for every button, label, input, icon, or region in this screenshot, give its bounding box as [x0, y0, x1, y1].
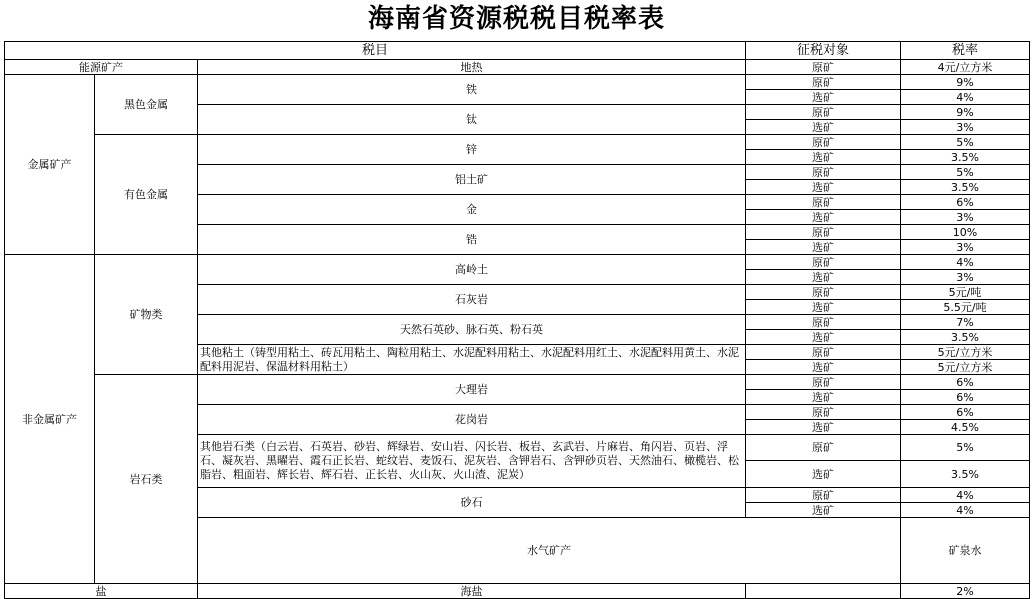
subcategory-cell: 有色金属: [95, 135, 198, 255]
item-name: 花岗岩: [198, 405, 746, 435]
object-cell: 原矿: [746, 75, 901, 90]
object-cell: 原矿: [746, 285, 901, 300]
object-cell: 选矿: [746, 180, 901, 195]
rate-cell: 3%: [901, 240, 1030, 255]
rate-cell: 3.5%: [901, 180, 1030, 195]
item-name: 其他粘土（铸型用粘土、砖瓦用粘土、陶粒用粘土、水泥配料用粘土、水泥配料用红土、水泥配料用黄土、水泥配料用泥岩、保温材料用粘土）: [198, 345, 746, 375]
item-name: 其他岩石类（白云岩、石英岩、砂岩、辉绿岩、安山岩、闪长岩、板岩、玄武岩、片麻岩、角闪岩、页岩、浮石、凝灰岩、黑曜岩、霞石正长岩、蛇纹岩、麦饭石、泥灰岩、含钾岩石、含钾砂页岩、天然油石、橄榄岩、松脂岩、粗面岩、辉长岩、辉石岩、正长岩、火山灰、火山渣、泥炭）: [198, 435, 746, 488]
rate-cell: 5%: [901, 435, 1030, 461]
rate-cell: 3.5%: [901, 330, 1030, 345]
category-cell: 能源矿产: [5, 60, 198, 75]
rate-cell: 7%: [901, 315, 1030, 330]
rate-cell: 2%: [901, 584, 1030, 599]
item-name: 大理岩: [198, 375, 746, 405]
item-name: 铁: [198, 75, 746, 105]
object-cell: 选矿: [746, 120, 901, 135]
rate-cell: 3.5%: [901, 461, 1030, 488]
rate-cell: 5元/立方米: [901, 345, 1030, 360]
rate-cell: 6%: [901, 390, 1030, 405]
table-row: [5, 60, 1030, 75]
item-name: 钛: [198, 105, 746, 135]
object-cell: 原矿: [746, 60, 901, 75]
table-row: [5, 375, 1030, 390]
object-cell: 原矿: [746, 405, 901, 420]
object-cell: 选矿: [746, 360, 901, 375]
object-cell: 选矿: [746, 461, 901, 488]
header-rate: 税率: [901, 42, 1030, 60]
object-cell: 选矿: [746, 420, 901, 435]
rate-cell: 3%: [901, 210, 1030, 225]
rate-cell: 6%: [901, 195, 1030, 210]
object-cell: 选矿: [746, 150, 901, 165]
item-name: 地热: [198, 60, 746, 75]
rate-cell: 5%: [901, 165, 1030, 180]
item-name: 金: [198, 195, 746, 225]
category-cell: 金属矿产: [5, 75, 95, 255]
category-cell: 非金属矿产: [5, 255, 95, 584]
item-name: 石灰岩: [198, 285, 746, 315]
rate-cell: 4%: [901, 503, 1030, 518]
rate-cell: 4元/立方米: [901, 60, 1030, 75]
table-row: [5, 135, 1030, 150]
item-name: 砂石: [198, 488, 746, 518]
rate-cell: 4%: [901, 90, 1030, 105]
rate-cell: 4%: [901, 255, 1030, 270]
item-name: 天然石英砂、脉石英、粉石英: [198, 315, 746, 345]
item-name: 矿泉水: [901, 518, 1030, 584]
item-name: 海盐: [198, 584, 746, 599]
header-row: [5, 42, 1030, 60]
item-name: 锆: [198, 225, 746, 255]
item-name: 高岭土: [198, 255, 746, 285]
object-cell: 选矿: [746, 330, 901, 345]
object-cell: 原矿: [746, 165, 901, 180]
rate-cell: 10%: [901, 225, 1030, 240]
item-name: 铝土矿: [198, 165, 746, 195]
object-cell: 选矿: [746, 210, 901, 225]
rate-cell: 5%: [901, 135, 1030, 150]
object-cell: [746, 584, 901, 599]
table-row: [5, 255, 1030, 270]
category-cell: 水气矿产: [198, 518, 901, 584]
object-cell: 原矿: [746, 225, 901, 240]
object-cell: 原矿: [746, 435, 901, 461]
rate-cell: 3.5%: [901, 150, 1030, 165]
item-name: 锌: [198, 135, 746, 165]
object-cell: 原矿: [746, 255, 901, 270]
rate-cell: 9%: [901, 105, 1030, 120]
subcategory-cell: 黑色金属: [95, 75, 198, 135]
object-cell: 原矿: [746, 105, 901, 120]
object-cell: 选矿: [746, 390, 901, 405]
object-cell: 原矿: [746, 195, 901, 210]
rate-cell: 4%: [901, 488, 1030, 503]
subcategory-cell: 矿物类: [95, 255, 198, 375]
rate-cell: 5元/立方米: [901, 360, 1030, 375]
object-cell: 选矿: [746, 270, 901, 285]
table-row: [5, 75, 1030, 90]
rate-cell: 4.5%: [901, 420, 1030, 435]
subcategory-cell: 岩石类: [95, 375, 198, 584]
rate-cell: 9%: [901, 75, 1030, 90]
object-cell: 原矿: [746, 488, 901, 503]
rate-cell: 5.5元/吨: [901, 300, 1030, 315]
rate-cell: 3%: [901, 270, 1030, 285]
page-title: 海南省资源税税目税率表: [367, 4, 665, 34]
object-cell: 选矿: [746, 90, 901, 105]
rate-cell: 3%: [901, 120, 1030, 135]
rate-cell: 6%: [901, 405, 1030, 420]
object-cell: 选矿: [746, 503, 901, 518]
object-cell: 选矿: [746, 240, 901, 255]
object-cell: 原矿: [746, 345, 901, 360]
rate-cell: 6%: [901, 375, 1030, 390]
object-cell: 原矿: [746, 135, 901, 150]
object-cell: 选矿: [746, 300, 901, 315]
object-cell: 原矿: [746, 375, 901, 390]
header-item: 税目: [5, 42, 746, 60]
table-row: [5, 584, 1030, 599]
rate-cell: 5元/吨: [901, 285, 1030, 300]
object-cell: 原矿: [746, 315, 901, 330]
header-object: 征税对象: [746, 42, 901, 60]
category-cell: 盐: [5, 584, 198, 599]
tax-rate-table: [4, 41, 1030, 599]
